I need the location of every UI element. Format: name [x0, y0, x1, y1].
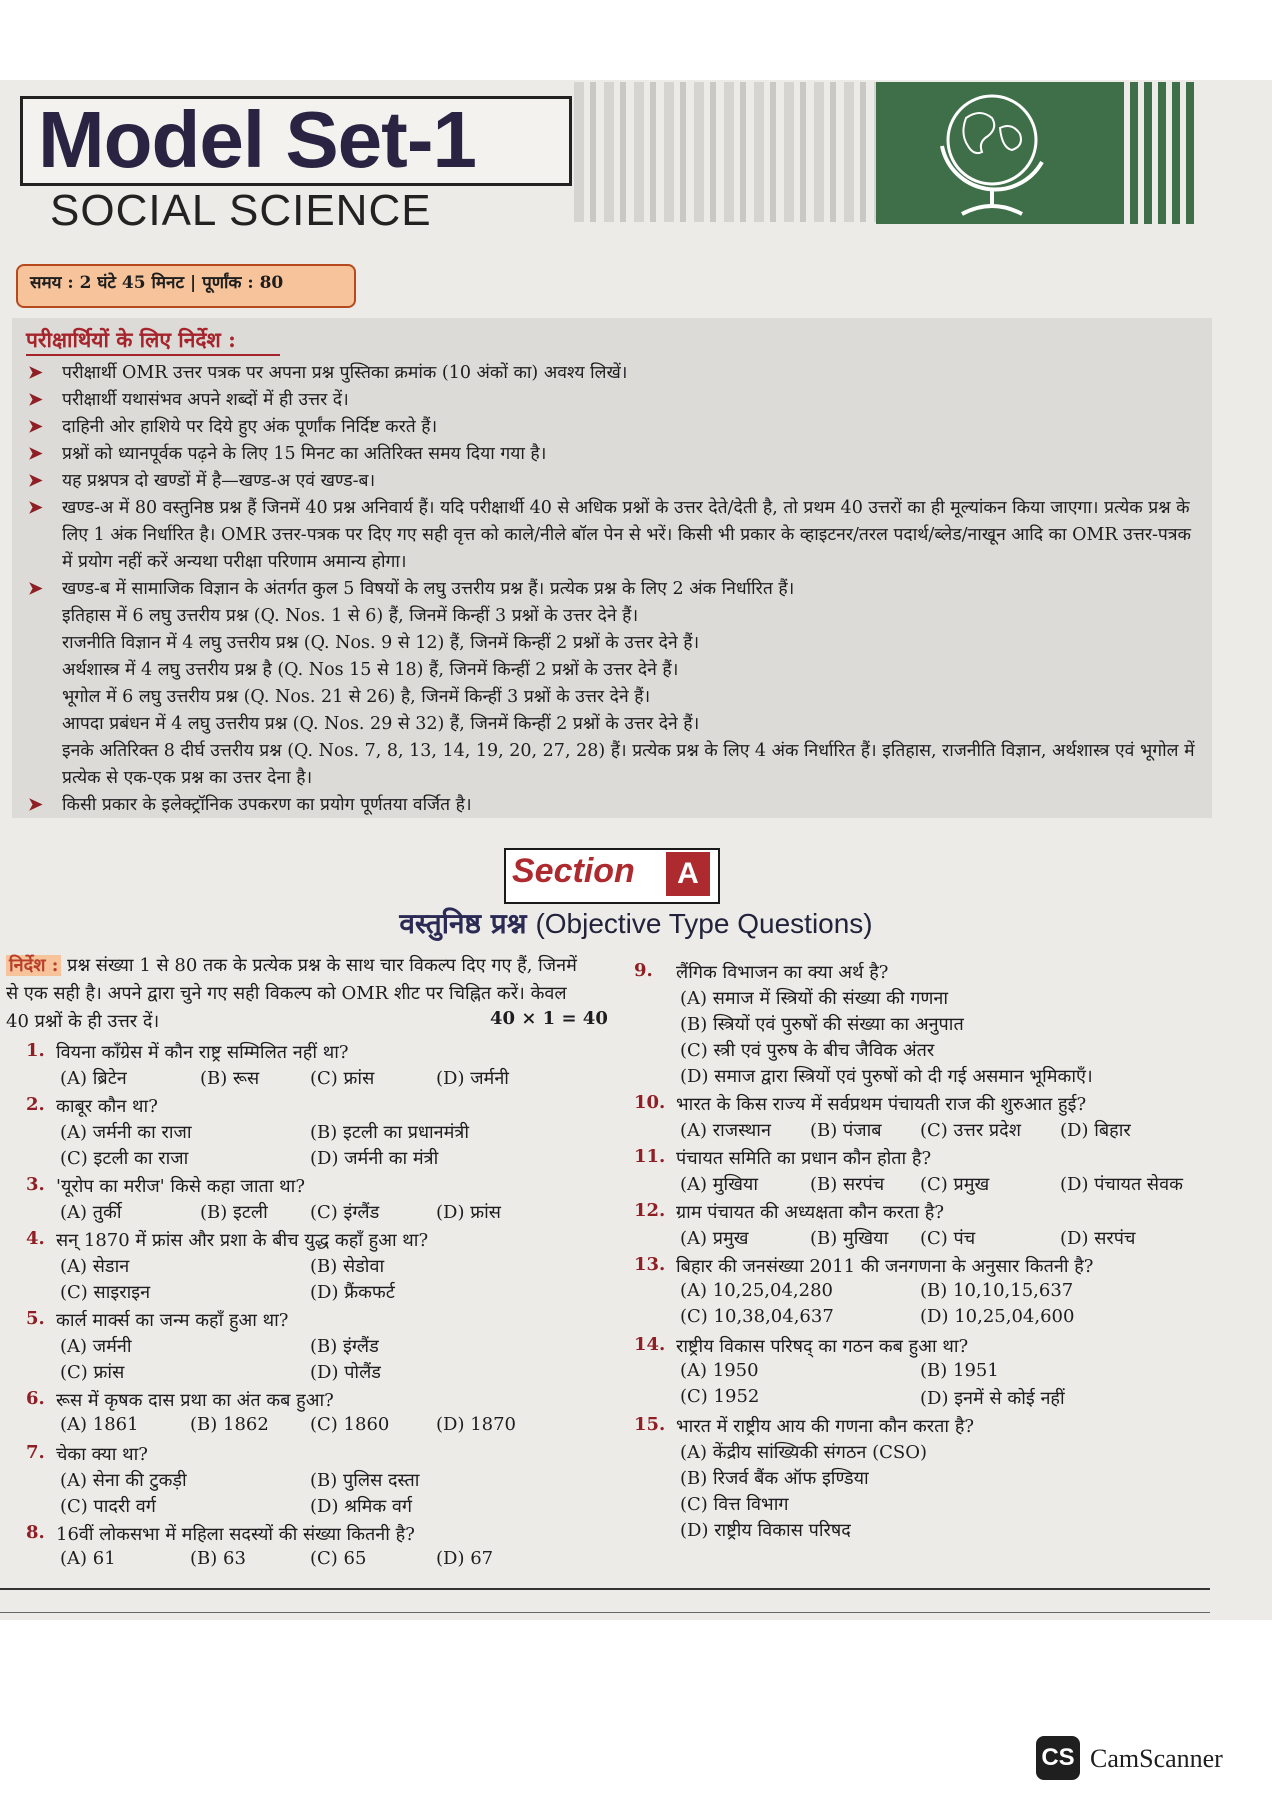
answer-option: (D) जर्मनी	[436, 1068, 509, 1089]
direction-text: प्रश्न संख्या 1 से 80 तक के प्रत्येक प्रश्न के साथ चार विकल्प दिए गए हैं, जिनमें से एक सही है। अपने द्वारा चुने गए सही विकल्प को OMR शीट पर चिह्नित करें। केवल 40 प्रश्नों के ही उत्तर दें।	[6, 955, 577, 1032]
answer-option: (A) जर्मनी का राजा	[60, 1122, 192, 1143]
arrow-bullet-icon: ➤	[28, 444, 43, 464]
answer-option: (B) 1951	[920, 1360, 999, 1381]
answer-option: (A) 10,25,04,280	[680, 1280, 833, 1301]
question-number: 12.	[634, 1200, 666, 1221]
arrow-bullet-icon: ➤	[28, 390, 43, 410]
answer-option: (C) पादरी वर्ग	[60, 1496, 156, 1517]
time-marks-label: समय : 2 घंटे 45 मिनट | पूर्णांक : 80	[30, 273, 284, 293]
answer-option: (C) 1952	[680, 1386, 760, 1407]
answer-option: (D) 67	[436, 1548, 494, 1569]
answer-option: (C) स्त्री एवं पुरुष के बीच जैविक अंतर	[680, 1040, 935, 1061]
question-text: सन् 1870 में फ्रांस और प्रशा के बीच युद्ध कहाँ हुआ था?	[56, 1230, 429, 1251]
camscanner-watermark: CamScanner	[1090, 1744, 1223, 1773]
instruction-item: ➤ परीक्षार्थी OMR उत्तर पत्रक पर अपना प्रश्न पुस्तिका क्रमांक (10 अंकों का) अवश्य लिखें।	[62, 360, 1202, 387]
answer-option: (A) 1861	[60, 1414, 139, 1435]
answer-option: (D) समाज द्वारा स्त्रियों एवं पुरुषों को दी गई असमान भूमिकाएँ।	[680, 1066, 1093, 1087]
answer-option: (A) जर्मनी	[60, 1336, 132, 1357]
instruction-item: ➤ खण्ड-अ में 80 वस्तुनिष्ठ प्रश्न हैं जिनमें 40 प्रश्न अनिवार्य हैं। यदि परीक्षार्थी 40 से अधिक प्रश्नों के उत्तर देते/देती है, तो प्रथम 40 उत्तरों का ही मूल्यांकन किया जाएगा। प्रत्येक प्रश्न के लिए 1 अंक निर्धारित है। OMR उत्तर-पत्रक पर दिए गए सही वृत्त को काले/नीले बॉल पेन से भरें। किसी भी प्रकार के व्हाइटनर/तरल पदार्थ/ब्लेड/नाखून आदि का OMR उत्तर-पत्रक में प्रयोग नहीं करें अन्यथा परीक्षा परिणाम अमान्य होगा।	[62, 495, 1202, 576]
section-word: Section	[512, 852, 635, 890]
answer-option: (D) बिहार	[1060, 1120, 1131, 1141]
page-title: Model Set-1	[38, 95, 476, 184]
instruction-item: ➤ यह प्रश्नपत्र दो खण्डों में है—खण्ड-अ एवं खण्ड-ब।	[62, 468, 1202, 495]
header-stripes-right	[1116, 82, 1196, 224]
answer-option: (D) सरपंच	[1060, 1228, 1136, 1249]
answer-option: (D) श्रमिक वर्ग	[310, 1496, 413, 1517]
question-number: 14.	[634, 1334, 666, 1355]
answer-option: (D) पंचायत सेवक	[1060, 1174, 1183, 1195]
answer-option: (B) स्त्रियों एवं पुरुषों की संख्या का अनुपात	[680, 1014, 964, 1035]
question-number: 4.	[26, 1228, 45, 1249]
question-number: 13.	[634, 1254, 666, 1275]
instruction-item: ➤ किसी प्रकार के इलेक्ट्रॉनिक उपकरण का प्रयोग पूर्णतया वर्जित है।	[62, 792, 1202, 819]
answer-option: (B) पुलिस दस्ता	[310, 1470, 420, 1491]
instruction-subitem: राजनीति विज्ञान में 4 लघु उत्तरीय प्रश्न (Q. Nos. 9 से 12) हैं, जिनमें किन्हीं 2 प्रश्नों के उत्तर देने हैं।	[62, 633, 700, 653]
question-number: 2.	[26, 1094, 45, 1115]
question-number: 5.	[26, 1308, 45, 1329]
question-text: 'यूरोप का मरीज' किसे कहा जाता था?	[56, 1176, 305, 1197]
answer-option: (D) राष्ट्रीय विकास परिषद	[680, 1520, 851, 1541]
header-stripes	[574, 82, 894, 222]
answer-option: (B) सरपंच	[810, 1174, 885, 1195]
question-text: 16वीं लोकसभा में महिला सदस्यों की संख्या कितनी है?	[56, 1524, 415, 1545]
instruction-item: ➤ परीक्षार्थी यथासंभव अपने शब्दों में ही उत्तर दें।	[62, 387, 1202, 414]
question-text: ग्राम पंचायत की अध्यक्षता कौन करता है?	[676, 1202, 944, 1223]
instruction-item: ➤ खण्ड-ब में सामाजिक विज्ञान के अंतर्गत कुल 5 विषयों के लघु उत्तरीय प्रश्न हैं। प्रत्येक प्रश्न के लिए 2 अंक निर्धारित हैं।	[62, 576, 1202, 603]
question-number: 1.	[26, 1040, 45, 1061]
instructions-title: परीक्षार्थियों के लिए निर्देश :	[26, 327, 236, 352]
question-text: भारत के किस राज्य में सर्वप्रथम पंचायती राज की शुरुआत हुई?	[676, 1094, 1087, 1115]
objective-heading-english: (Objective Type Questions)	[535, 908, 873, 939]
direction-label: निर्देश :	[6, 955, 61, 976]
answer-option: (D) 1870	[436, 1414, 517, 1435]
answer-option: (A) मुखिया	[680, 1174, 759, 1195]
arrow-bullet-icon: ➤	[28, 363, 43, 383]
question-number: 7.	[26, 1442, 45, 1463]
question-text: कार्ल मार्क्स का जन्म कहाँ हुआ था?	[56, 1310, 289, 1331]
answer-option: (B) रिजर्व बैंक ऑफ इण्डिया	[680, 1468, 869, 1489]
answer-option: (B) सेडोवा	[310, 1256, 385, 1277]
question-text: बिहार की जनसंख्या 2011 की जनगणना के अनुसार कितनी है?	[676, 1256, 1094, 1277]
instruction-item: ➤ प्रश्नों को ध्यानपूर्वक पढ़ने के लिए 15 मिनट का अतिरिक्त समय दिया गया है।	[62, 441, 1202, 468]
arrow-bullet-icon: ➤	[28, 417, 43, 437]
answer-option: (C) 65	[310, 1548, 367, 1569]
answer-option: (D) पोलैंड	[310, 1362, 381, 1383]
question-text: लैंगिक विभाजन का क्या अर्थ है?	[676, 962, 889, 983]
answer-option: (A) सेना की टुकड़ी	[60, 1470, 187, 1491]
answer-option: (A) 61	[60, 1548, 116, 1569]
answer-option: (B) रूस	[200, 1068, 260, 1089]
instruction-item: ➤ दाहिनी ओर हाशिये पर दिये हुए अंक पूर्णांक निर्दिष्ट करते हैं।	[62, 414, 1202, 441]
instructions-title-underline	[26, 354, 280, 356]
answer-option: (C) साइराइन	[60, 1282, 151, 1303]
question-text: काबूर कौन था?	[56, 1096, 158, 1117]
answer-option: (B) पंजाब	[810, 1120, 882, 1141]
instructions-list	[28, 360, 1202, 819]
answer-option: (D) 10,25,04,600	[920, 1306, 1075, 1327]
answer-option: (A) तुर्की	[60, 1202, 122, 1223]
bottom-rule-thin	[0, 1612, 1210, 1613]
instruction-subitem: आपदा प्रबंधन में 4 लघु उत्तरीय प्रश्न (Q. Nos. 29 से 32) हैं, जिनमें किन्हीं 2 प्रश्नों के उत्तर देने हैं।	[62, 714, 700, 734]
answer-option: (C) फ्रांस	[310, 1068, 375, 1089]
instruction-subitem: इनके अतिरिक्त 8 दीर्घ उत्तरीय प्रश्न (Q. Nos. 7, 8, 13, 14, 19, 20, 27, 28) हैं। प्रत्येक प्रश्न के लिए 4 अंक निर्धारित हैं। इतिहास, राजनीति विज्ञान, अर्थशास्त्र एवं भूगोल में प्रत्येक से एक-एक प्रश्न का उत्तर देना है।	[62, 741, 1195, 788]
answer-option: (C) प्रमुख	[920, 1174, 990, 1195]
arrow-bullet-icon: ➤	[28, 579, 43, 599]
instruction-subitem: अर्थशास्त्र में 4 लघु उत्तरीय प्रश्न है (Q. Nos 15 से 18) हैं, जिनमें किन्हीं 2 प्रश्नों के उत्तर देने हैं।	[62, 660, 679, 680]
question-number: 15.	[634, 1414, 666, 1435]
instruction-subitem: भूगोल में 6 लघु उत्तरीय प्रश्न (Q. Nos. 21 से 26) है, जिनमें किन्हीं 3 प्रश्नों के उत्तर देने हैं।	[62, 687, 651, 707]
answer-option: (C) 1860	[310, 1414, 390, 1435]
answer-option: (B) 63	[190, 1548, 246, 1569]
answer-option: (C) 10,38,04,637	[680, 1306, 834, 1327]
answer-option: (A) ब्रिटेन	[60, 1068, 127, 1089]
answer-option: (B) इंग्लैंड	[310, 1336, 379, 1357]
question-text: चेका क्या था?	[56, 1444, 148, 1465]
objective-heading-hindi: वस्तुनिष्ठ प्रश्न	[399, 907, 527, 940]
globe-icon	[896, 88, 1096, 220]
answer-option: (D) फ्रैंकफर्ट	[310, 1282, 395, 1303]
answer-option: (D) फ्रांस	[436, 1202, 501, 1223]
answer-option: (A) समाज में स्त्रियों की संख्या की गणना	[680, 988, 949, 1009]
answer-option: (A) प्रमुख	[680, 1228, 749, 1249]
answer-option: (C) इंग्लैंड	[310, 1202, 380, 1223]
answer-option: (D) इनमें से कोई नहीं	[920, 1388, 1065, 1409]
answer-option: (C) फ्रांस	[60, 1362, 125, 1383]
answer-option: (B) मुखिया	[810, 1228, 889, 1249]
camscanner-logo-icon: CS	[1036, 1736, 1080, 1780]
arrow-bullet-icon: ➤	[28, 471, 43, 491]
answer-option: (A) राजस्थान	[680, 1120, 771, 1141]
answer-option: (C) वित्त विभाग	[680, 1494, 789, 1515]
question-text: राष्ट्रीय विकास परिषद् का गठन कब हुआ था?	[676, 1336, 969, 1357]
answer-option: (B) इटली	[200, 1202, 268, 1223]
subject-title: SOCIAL SCIENCE	[50, 186, 432, 235]
answer-option: (C) पंच	[920, 1228, 976, 1249]
question-number: 6.	[26, 1388, 45, 1409]
question-number: 10.	[634, 1092, 666, 1113]
answer-option: (A) 1950	[680, 1360, 759, 1381]
answer-option: (A) केंद्रीय सांख्यिकी संगठन (CSO)	[680, 1442, 928, 1463]
answer-option: (C) उत्तर प्रदेश	[920, 1120, 1021, 1141]
question-text: भारत में राष्ट्रीय आय की गणना कौन करता है?	[676, 1416, 975, 1437]
answer-option: (D) जर्मनी का मंत्री	[310, 1148, 439, 1169]
arrow-bullet-icon: ➤	[28, 498, 43, 518]
arrow-bullet-icon: ➤	[28, 795, 43, 815]
question-text: रूस में कृषक दास प्रथा का अंत कब हुआ?	[56, 1390, 334, 1411]
bottom-rule	[0, 1588, 1210, 1590]
question-text: वियना काँग्रेस में कौन राष्ट्र सम्मिलित नहीं था?	[56, 1042, 349, 1063]
instruction-subitem: इतिहास में 6 लघु उत्तरीय प्रश्न (Q. Nos. 1 से 6) हैं, जिनमें किन्हीं 3 प्रश्नों के उत्तर देने हैं।	[62, 606, 639, 626]
marks-allocation: 40 × 1 = 40	[490, 1008, 608, 1029]
question-number: 3.	[26, 1174, 45, 1195]
section-letter: A	[666, 852, 710, 896]
objective-heading	[0, 904, 1272, 942]
answer-option: (C) इटली का राजा	[60, 1148, 189, 1169]
answer-option: (B) इटली का प्रधानमंत्री	[310, 1122, 470, 1143]
question-number: 9.	[634, 960, 653, 981]
question-number: 11.	[634, 1146, 666, 1167]
question-text: पंचायत समिति का प्रधान कौन होता है?	[676, 1148, 932, 1169]
answer-option: (A) सेडान	[60, 1256, 130, 1277]
question-number: 8.	[26, 1522, 45, 1543]
answer-option: (B) 1862	[190, 1414, 269, 1435]
answer-option: (B) 10,10,15,637	[920, 1280, 1074, 1301]
